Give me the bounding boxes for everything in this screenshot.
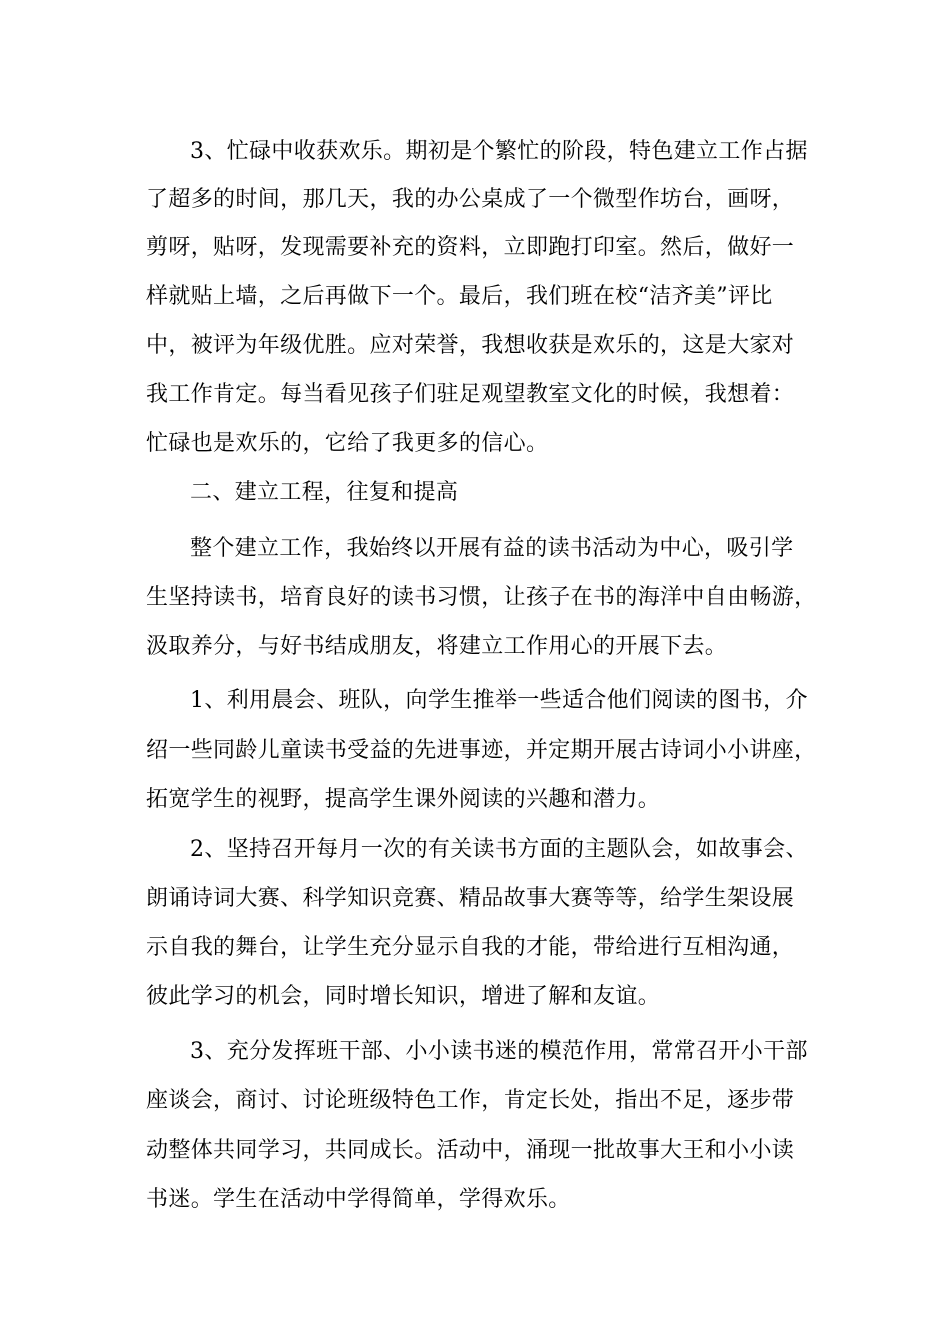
paragraph-1-line-6: 我工作肯定。每当看见孩子们驻足观望教室文化的时候，我想着： [146,382,795,407]
paragraph-2-line-2: 生坚持读书，培育良好的读书习惯，让孩子在书的海洋中自由畅游， [146,585,817,610]
paragraph-5-line-1: 3、充分发挥班干部、小小读书迷的模范作用，常常召开小干部 [190,1039,808,1064]
paragraph-5-line-2: 座谈会，商讨、讨论班级特色工作，肯定长处，指出不足，逐步带 [146,1088,795,1113]
paragraph-1-line-3: 剪呀，贴呀，发现需要补充的资料，立即跑打印室。然后，做好一 [146,235,795,260]
paragraph-4-line-3: 示自我的舞台，让学生充分显示自我的才能，带给进行互相沟通， [146,935,795,960]
paragraph-1-line-4: 样就贴上墙，之后再做下一个。最后，我们班在校“洁齐美”评比 [146,284,773,309]
paragraph-3-line-1: 1、利用晨会、班队，向学生推举一些适合他们阅读的图书，介 [190,688,808,713]
paragraph-4-line-2: 朗诵诗词大赛、科学知识竞赛、精品故事大赛等等，给学生架设展 [146,886,795,911]
section-heading: 二、建立工程，往复和提高 [190,480,459,505]
paragraph-4-line-1: 2、坚持召开每月一次的有关读书方面的主题队会，如故事会、 [190,837,808,862]
paragraph-1-line-7: 忙碌也是欢乐的，它给了我更多的信心。 [146,431,549,456]
paragraph-5-line-3: 动整体共同学习，共同成长。活动中，涌现一批故事大王和小小读 [146,1138,795,1163]
paragraph-1-line-1: 3、忙碌中收获欢乐。期初是个繁忙的阶段，特色建立工作占据 [190,139,808,164]
paragraph-2-line-1: 整个建立工作，我始终以开展有益的读书活动为中心，吸引学 [190,536,794,561]
paragraph-4-line-4: 彼此学习的机会，同时增长知识，增进了解和友谊。 [146,984,661,1009]
paragraph-1-line-5: 中，被评为年级优胜。应对荣誉，我想收获是欢乐的，这是大家对 [146,333,795,358]
paragraph-5-line-4: 书迷。学生在活动中学得简单，学得欢乐。 [146,1187,571,1212]
paragraph-3-line-3: 拓宽学生的视野，提高学生课外阅读的兴趣和潜力。 [146,787,661,812]
paragraph-2-line-3: 汲取养分，与好书结成朋友，将建立工作用心的开展下去。 [146,634,728,659]
paragraph-3-line-2: 绍一些同龄儿童读书受益的先进事迹，并定期开展古诗词小小讲座， [146,738,817,763]
paragraph-1-line-2: 了超多的时间，那几天，我的办公桌成了一个微型作坊台，画呀， [146,187,795,212]
